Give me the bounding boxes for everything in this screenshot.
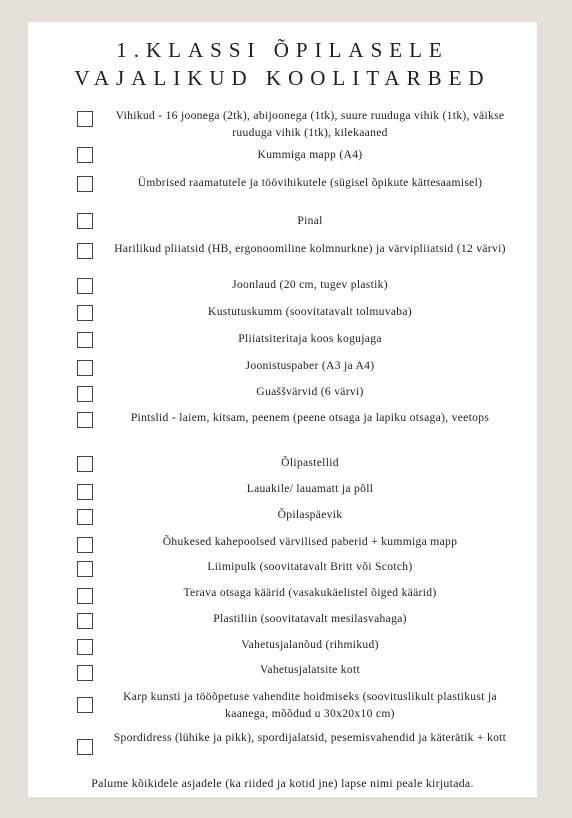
item-label: Joonlaud (20 cm, tugev plastik) (232, 278, 388, 291)
checkbox[interactable] (77, 697, 93, 713)
item-label: Karp kunsti ja tööõpetuse vahendite hoidmiseks (soovituslikult plastikust ja kaanega, mõõdud u 30x20x10 cm) (123, 690, 497, 720)
title-line-2: VAJALIKUD KOOLITARBED (74, 66, 491, 90)
title-line-1: 1.KLASSI ÕPILASELE (116, 38, 449, 62)
checkbox[interactable] (77, 213, 93, 229)
item-label: Joonistuspaber (A3 ja A4) (245, 359, 375, 372)
checkbox[interactable] (77, 665, 93, 681)
item-label: Pliiatsiteritaja koos kogujaga (238, 332, 382, 345)
checkbox[interactable] (77, 639, 93, 655)
item-label: Vahetusjalanõud (rihmikud) (241, 638, 379, 651)
checkbox[interactable] (77, 278, 93, 294)
item-label: Spordidress (lühike ja pikk), spordijalatsid, pesemisvahendid ja käterätik + kott (113, 731, 507, 744)
checkbox[interactable] (77, 561, 93, 577)
checkbox[interactable] (77, 243, 93, 259)
checkbox[interactable] (77, 484, 93, 500)
checkbox[interactable] (77, 111, 93, 127)
item-label: Liimipulk (soovitatavalt Britt või Scotch) (207, 560, 413, 573)
item-label: Pinal (297, 214, 323, 227)
checkbox[interactable] (77, 412, 93, 428)
checkbox[interactable] (77, 537, 93, 553)
item-label: Õlipastellid (281, 456, 339, 469)
checkbox[interactable] (77, 386, 93, 402)
item-label: Õhukesed kahepoolsed värvilised paberid + kummiga mapp (162, 535, 458, 548)
checkbox[interactable] (77, 509, 93, 525)
item-label: Ümbrised raamatutele ja töövihikutele (sügisel õpikute kättesaamisel) (137, 176, 483, 189)
checkbox[interactable] (77, 456, 93, 472)
footer-note: Palume kõikidele asjadele (ka riided ja kotid jne) lapse nimi peale kirjutada. (91, 776, 474, 790)
item-label: Harilikud pliiatsid (HB, ergonoomiline kolmnurkne) ja värvipliiatsid (12 värvi) (114, 242, 506, 255)
item-label: Vahetusjalatsite kott (260, 663, 360, 676)
item-label: Kummiga mapp (A4) (257, 148, 363, 161)
checkbox[interactable] (77, 739, 93, 755)
page-title (28, 36, 537, 92)
checkbox[interactable] (77, 360, 93, 376)
checklist-sheet (28, 22, 537, 797)
item-label: Lauakile/ lauamatt ja põll (246, 482, 374, 495)
checkbox[interactable] (77, 613, 93, 629)
item-label: Terava otsaga käärid (vasakukäelistel õiged käärid) (183, 586, 437, 599)
item-label: Plastiliin (soovitatavalt mesilasvahaga) (213, 612, 407, 625)
item-label: Guaššvärvid (6 värvi) (256, 385, 364, 398)
item-label: Vihikud - 16 joonega (2tk), abijoonega (1tk), suure ruuduga vihik (1tk), väikse ruuduga vihik (1tk), kilekaaned (115, 109, 505, 139)
checkbox[interactable] (77, 588, 93, 604)
checkbox[interactable] (77, 305, 93, 321)
item-label: Õpilaspäevik (277, 508, 343, 521)
item-label: Kustutuskumm (soovitatavalt tolmuvaba) (208, 305, 412, 318)
checkbox[interactable] (77, 147, 93, 163)
checkbox[interactable] (77, 332, 93, 348)
checkbox[interactable] (77, 176, 93, 192)
item-label: Pintslid - laiem, kitsam, peenem (peene otsaga ja lapiku otsaga), veetops (130, 411, 490, 424)
